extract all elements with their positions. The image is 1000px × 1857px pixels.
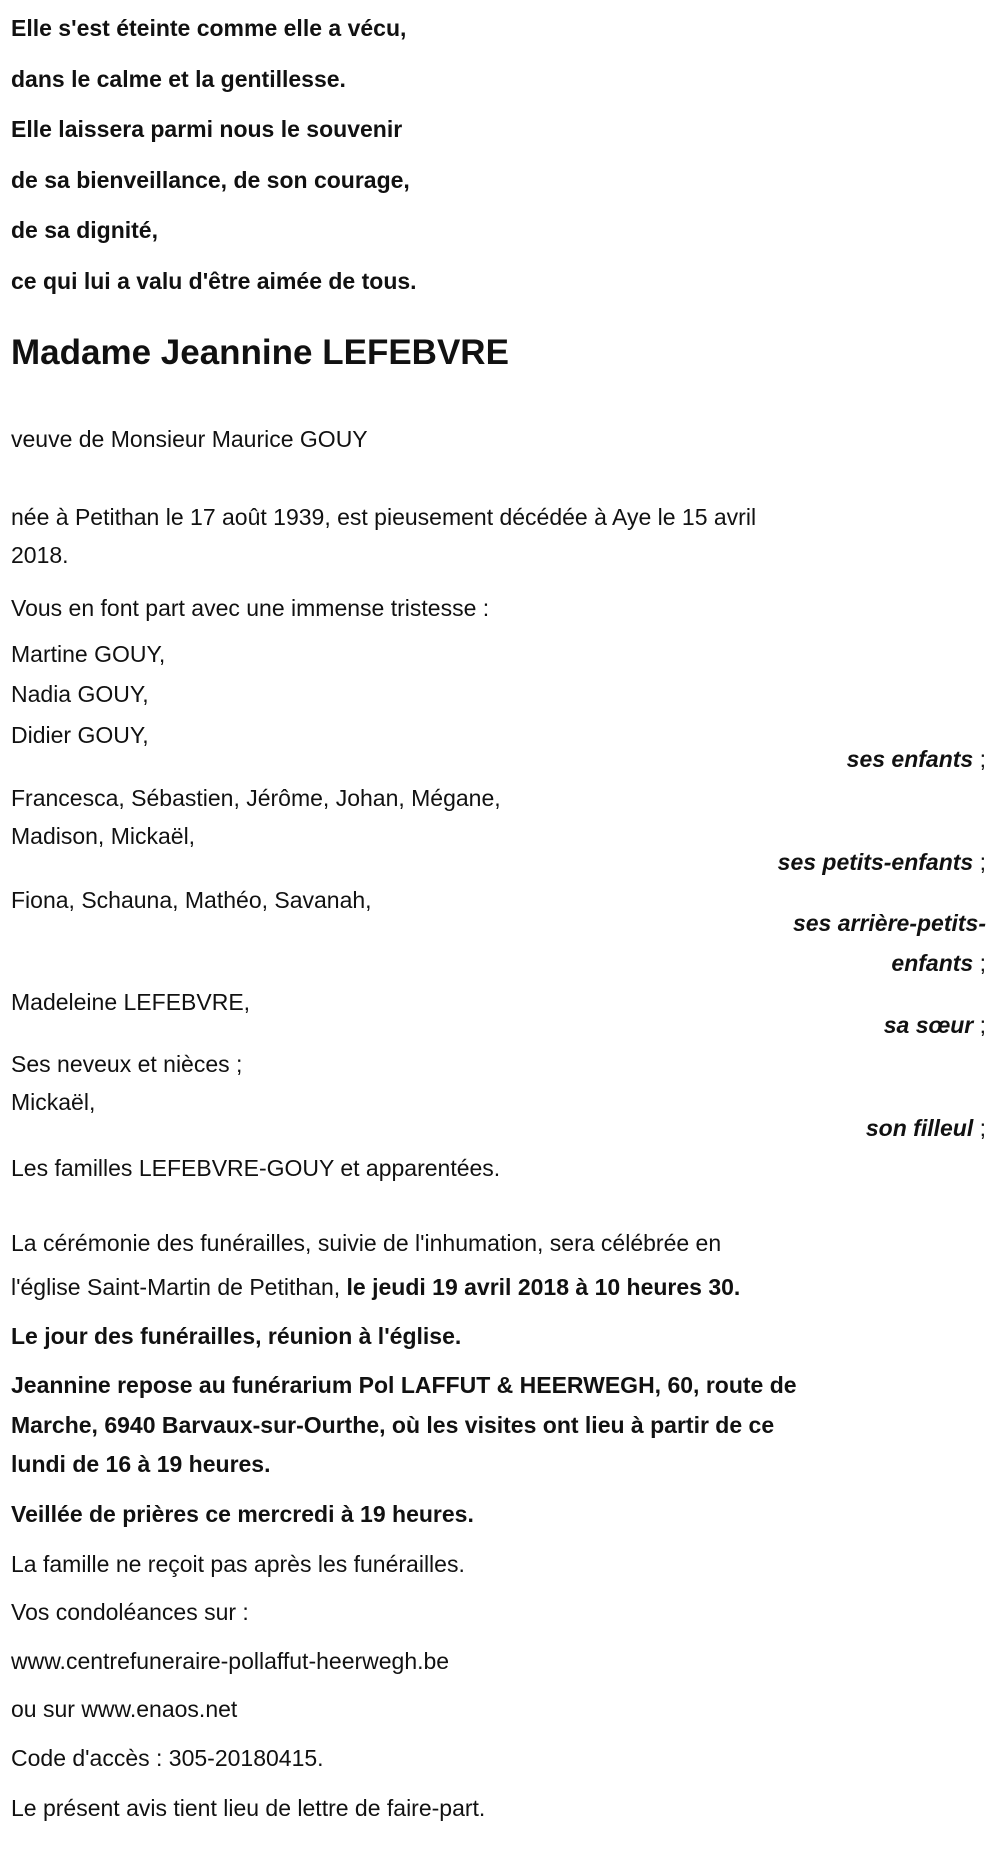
grandchildren-label: ses petits-enfants ; bbox=[777, 849, 986, 875]
child: Nadia GOUY, bbox=[11, 681, 149, 707]
ceremony-line: l'église Saint-Martin de Petithan, le jeudi 19 avril 2018 à 10 heures 30. bbox=[11, 1274, 741, 1300]
grandchildren: Francesca, Sébastien, Jérôme, Johan, Mégane, bbox=[11, 785, 501, 811]
sister-label: sa sœur ; bbox=[883, 1012, 986, 1038]
no-reception: La famille ne reçoit pas après les funérailles. bbox=[11, 1551, 465, 1577]
poem-line: de sa dignité, bbox=[11, 217, 158, 243]
poem-line: de sa bienveillance, de son courage, bbox=[11, 167, 410, 193]
sister: Madeleine LEFEBVRE, bbox=[11, 989, 251, 1015]
ceremony-line: La cérémonie des funérailles, suivie de l'inhumation, sera célébrée en bbox=[11, 1230, 722, 1256]
families: Les familles LEFEBVRE-GOUY et apparentées. bbox=[11, 1155, 501, 1181]
condolences: Vos condoléances sur : bbox=[11, 1599, 249, 1625]
poem-line: Elle laissera parmi nous le souvenir bbox=[11, 116, 403, 142]
great-grandchildren-label: ses arrière-petits- bbox=[792, 910, 986, 936]
nephews: Ses neveux et nièces ; bbox=[11, 1051, 243, 1077]
condolence-url-alt[interactable]: ou sur www.enaos.net bbox=[11, 1696, 238, 1722]
birth-line: née à Petithan le 17 août 1939, est pieusement décédée à Aye le 15 avril bbox=[11, 504, 757, 530]
great-grandchildren-label: enfants ; bbox=[891, 950, 986, 976]
closing: Le présent avis tient lieu de lettre de faire-part. bbox=[11, 1795, 486, 1821]
child: Martine GOUY, bbox=[11, 641, 166, 667]
condolence-url[interactable]: www.centrefuneraire-pollaffut-heerwegh.be bbox=[11, 1648, 450, 1674]
rest-line: Marche, 6940 Barvaux-sur-Ourthe, où les visites ont lieu à partir de ce bbox=[11, 1412, 775, 1438]
poem-line: ce qui lui a valu d'être aimée de tous. bbox=[11, 268, 417, 294]
godson: Mickaël, bbox=[11, 1089, 96, 1115]
poem-line: dans le calme et la gentillesse. bbox=[11, 66, 346, 92]
rest-line: lundi de 16 à 19 heures. bbox=[11, 1451, 271, 1477]
great-grandchildren: Fiona, Schauna, Mathéo, Savanah, bbox=[11, 887, 372, 913]
vigil: Veillée de prières ce mercredi à 19 heures. bbox=[11, 1501, 474, 1527]
poem-line: Elle s'est éteinte comme elle a vécu, bbox=[11, 15, 407, 41]
children-label: ses enfants ; bbox=[846, 746, 986, 772]
spouse: veuve de Monsieur Maurice GOUY bbox=[11, 426, 368, 452]
birth-line: 2018. bbox=[11, 542, 69, 568]
rest-line: Jeannine repose au funérarium Pol LAFFUT & HEERWEGH, 60, route de bbox=[11, 1372, 797, 1398]
child: Didier GOUY, bbox=[11, 722, 149, 748]
intro: Vous en font part avec une immense tristesse : bbox=[11, 595, 490, 621]
access-code: Code d'accès : 305-20180415. bbox=[11, 1745, 324, 1771]
deceased-name: Madame Jeannine LEFEBVRE bbox=[11, 333, 509, 372]
godson-label: son filleul ; bbox=[865, 1115, 986, 1141]
grandchildren: Madison, Mickaël, bbox=[11, 823, 196, 849]
meeting: Le jour des funérailles, réunion à l'église. bbox=[11, 1323, 462, 1349]
